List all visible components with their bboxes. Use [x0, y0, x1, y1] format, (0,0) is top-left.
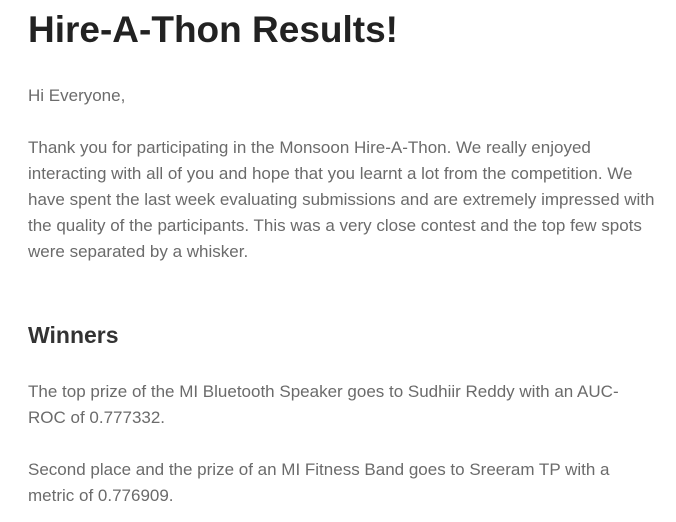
second-place-paragraph: Second place and the prize of an MI Fitness Band goes to Sreeram TP with a metric of 0.776909. [28, 460, 610, 505]
winners-heading: Winners [28, 322, 119, 348]
greeting-paragraph: Hi Everyone, [28, 86, 126, 105]
first-place-paragraph: The top prize of the MI Bluetooth Speaker goes to Sudhiir Reddy with an AUC-ROC of 0.777332. [28, 382, 619, 427]
intro-paragraph: Thank you for participating in the Monsoon Hire-A-Thon. We really enjoyed interacting with all of you and hope that you learnt a lot from the competition. We have spent the last week evaluating submissions and are extremely impressed with the quality of the participants. This was a very close contest and the top few spots were separated by a whisker. [28, 138, 655, 261]
page-title: Hire-A-Thon Results! [28, 9, 398, 50]
